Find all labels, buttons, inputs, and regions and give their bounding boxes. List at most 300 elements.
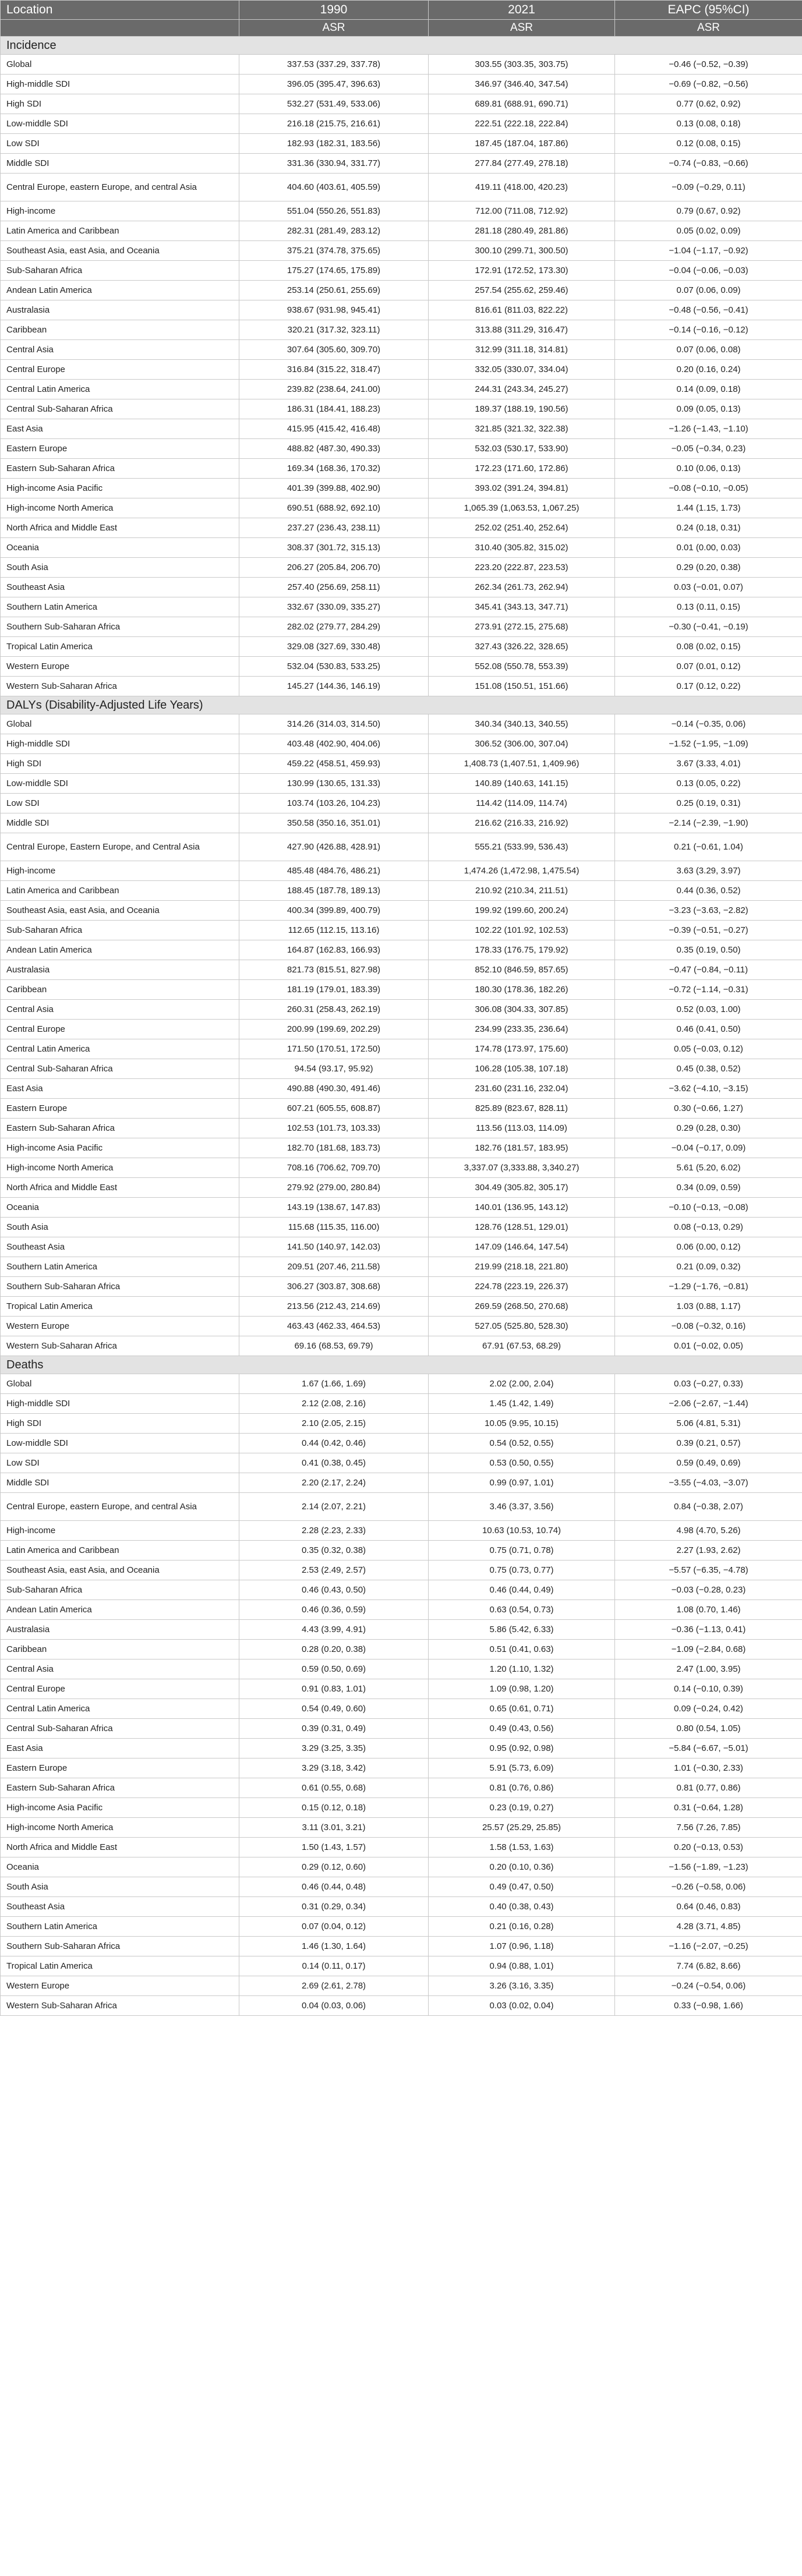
eapc-cell: 0.17 (0.12, 0.22)	[615, 677, 802, 696]
eapc-cell: 2.47 (1.00, 3.95)	[615, 1659, 802, 1679]
asr-2021-cell: 10.63 (10.53, 10.74)	[429, 1521, 615, 1541]
asr-2021-cell: 1,408.73 (1,407.51, 1,409.96)	[429, 754, 615, 774]
asr-1990-cell: 427.90 (426.88, 428.91)	[239, 833, 429, 861]
location-cell: South Asia	[1, 1877, 239, 1897]
table-row	[1, 1297, 802, 1317]
asr-2021-cell: 1.45 (1.42, 1.49)	[429, 1394, 615, 1414]
asr-1990-cell: 112.65 (112.15, 113.16)	[239, 921, 429, 940]
asr-1990-subheader: ASR	[239, 20, 429, 37]
location-cell: High-income North America	[1, 1818, 239, 1838]
table-row	[1, 419, 802, 439]
asr-2021-cell: 273.91 (272.15, 275.68)	[429, 617, 615, 637]
asr-1990-cell: 308.37 (301.72, 315.13)	[239, 538, 429, 558]
eapc-cell: −0.39 (−0.51, −0.27)	[615, 921, 802, 940]
asr-2021-cell: 689.81 (688.91, 690.71)	[429, 94, 615, 114]
eapc-cell: −2.06 (−2.67, −1.44)	[615, 1394, 802, 1414]
asr-2021-subheader: ASR	[429, 20, 615, 37]
eapc-cell: 0.81 (0.77, 0.86)	[615, 1778, 802, 1798]
location-cell: High-middle SDI	[1, 734, 239, 754]
location-cell: Caribbean	[1, 980, 239, 1000]
asr-2021-cell: 346.97 (346.40, 347.54)	[429, 75, 615, 94]
location-cell: Oceania	[1, 1198, 239, 1218]
section-header-row	[1, 696, 802, 714]
table-row	[1, 1394, 802, 1414]
eapc-cell: −0.26 (−0.58, 0.06)	[615, 1877, 802, 1897]
location-cell: Southeast Asia, east Asia, and Oceania	[1, 241, 239, 261]
eapc-cell: 0.24 (0.18, 0.31)	[615, 518, 802, 538]
location-cell: North Africa and Middle East	[1, 518, 239, 538]
table-row	[1, 114, 802, 134]
asr-2021-cell: 345.41 (343.13, 347.71)	[429, 597, 615, 617]
location-cell: High SDI	[1, 754, 239, 774]
asr-2021-cell: 172.91 (172.52, 173.30)	[429, 261, 615, 281]
asr-1990-cell: 0.04 (0.03, 0.06)	[239, 1996, 429, 2016]
table-row	[1, 1237, 802, 1257]
location-cell: Central Sub-Saharan Africa	[1, 1719, 239, 1739]
asr-1990-cell: 164.87 (162.83, 166.93)	[239, 940, 429, 960]
eapc-cell: −0.05 (−0.34, 0.23)	[615, 439, 802, 459]
eapc-cell: −0.30 (−0.41, −0.19)	[615, 617, 802, 637]
asr-2021-cell: 3,337.07 (3,333.88, 3,340.27)	[429, 1158, 615, 1178]
table-row	[1, 1620, 802, 1640]
table-row	[1, 1838, 802, 1857]
asr-1990-cell: 350.58 (350.16, 351.01)	[239, 813, 429, 833]
table-row	[1, 1257, 802, 1277]
table-row	[1, 1138, 802, 1158]
asr-1990-cell: 0.46 (0.44, 0.48)	[239, 1877, 429, 1897]
section-header-row	[1, 1356, 802, 1374]
asr-1990-cell: 0.15 (0.12, 0.18)	[239, 1798, 429, 1818]
asr-1990-cell: 102.53 (101.73, 103.33)	[239, 1119, 429, 1138]
asr-1990-cell: 0.28 (0.20, 0.38)	[239, 1640, 429, 1659]
eapc-cell: −1.26 (−1.43, −1.10)	[615, 419, 802, 439]
asr-1990-cell: 3.29 (3.18, 3.42)	[239, 1758, 429, 1778]
asr-1990-cell: 2.69 (2.61, 2.78)	[239, 1976, 429, 1996]
asr-1990-cell: 2.12 (2.08, 2.16)	[239, 1394, 429, 1414]
table-row	[1, 714, 802, 734]
location-cell: Low-middle SDI	[1, 774, 239, 794]
location-cell: Eastern Sub-Saharan Africa	[1, 1778, 239, 1798]
asr-2021-cell: 178.33 (176.75, 179.92)	[429, 940, 615, 960]
asr-1990-cell: 216.18 (215.75, 216.61)	[239, 114, 429, 134]
asr-1990-cell: 690.51 (688.92, 692.10)	[239, 498, 429, 518]
asr-2021-cell: 393.02 (391.24, 394.81)	[429, 479, 615, 498]
location-cell: Caribbean	[1, 320, 239, 340]
location-cell: Low-middle SDI	[1, 1434, 239, 1453]
section-header-row	[1, 37, 802, 55]
location-cell: Latin America and Caribbean	[1, 881, 239, 901]
location-cell: High-income Asia Pacific	[1, 1138, 239, 1158]
table-row	[1, 1640, 802, 1659]
eapc-cell: −5.57 (−6.35, −4.78)	[615, 1561, 802, 1580]
asr-1990-cell: 0.54 (0.49, 0.60)	[239, 1699, 429, 1719]
asr-2021-cell: 0.99 (0.97, 1.01)	[429, 1473, 615, 1493]
location-cell: Central Europe	[1, 1020, 239, 1039]
table-row	[1, 657, 802, 677]
asr-1990-cell: 237.27 (236.43, 238.11)	[239, 518, 429, 538]
asr-2021-cell: 222.51 (222.18, 222.84)	[429, 114, 615, 134]
table-row	[1, 1917, 802, 1937]
location-cell: Eastern Sub-Saharan Africa	[1, 459, 239, 479]
location-cell: Middle SDI	[1, 154, 239, 174]
table-row	[1, 479, 802, 498]
table-row	[1, 1857, 802, 1877]
table-row	[1, 1414, 802, 1434]
location-cell: Western Europe	[1, 1317, 239, 1336]
location-cell: Western Europe	[1, 1976, 239, 1996]
asr-1990-cell: 200.99 (199.69, 202.29)	[239, 1020, 429, 1039]
asr-1990-cell: 459.22 (458.51, 459.93)	[239, 754, 429, 774]
asr-2021-cell: 0.21 (0.16, 0.28)	[429, 1917, 615, 1937]
asr-1990-cell: 463.43 (462.33, 464.53)	[239, 1317, 429, 1336]
asr-1990-cell: 332.67 (330.09, 335.27)	[239, 597, 429, 617]
eapc-cell: −0.04 (−0.17, 0.09)	[615, 1138, 802, 1158]
asr-1990-cell: 532.27 (531.49, 533.06)	[239, 94, 429, 114]
asr-2021-cell: 106.28 (105.38, 107.18)	[429, 1059, 615, 1079]
eapc-cell: 0.05 (−0.03, 0.12)	[615, 1039, 802, 1059]
asr-2021-cell: 3.46 (3.37, 3.56)	[429, 1493, 615, 1521]
table-row	[1, 813, 802, 833]
asr-1990-cell: 2.10 (2.05, 2.15)	[239, 1414, 429, 1434]
location-cell: Central Europe, eastern Europe, and central Asia	[1, 1493, 239, 1521]
asr-1990-cell: 103.74 (103.26, 104.23)	[239, 794, 429, 813]
table-row	[1, 1119, 802, 1138]
table-row	[1, 94, 802, 114]
table-row	[1, 241, 802, 261]
location-cell: Eastern Europe	[1, 439, 239, 459]
asr-1990-cell: 0.46 (0.43, 0.50)	[239, 1580, 429, 1600]
asr-1990-cell: 400.34 (399.89, 400.79)	[239, 901, 429, 921]
location-cell: Western Sub-Saharan Africa	[1, 1336, 239, 1356]
table-row	[1, 1000, 802, 1020]
asr-2021-cell: 199.92 (199.60, 200.24)	[429, 901, 615, 921]
eapc-header: EAPC (95%CI)	[615, 1, 802, 20]
header-row	[1, 1, 802, 20]
eapc-cell: −1.52 (−1.95, −1.09)	[615, 734, 802, 754]
asr-2021-cell: 0.81 (0.76, 0.86)	[429, 1778, 615, 1798]
eapc-cell: 0.34 (0.09, 0.59)	[615, 1178, 802, 1198]
asr-2021-cell: 174.78 (173.97, 175.60)	[429, 1039, 615, 1059]
asr-2021-cell: 140.89 (140.63, 141.15)	[429, 774, 615, 794]
location-cell: Southeast Asia, east Asia, and Oceania	[1, 901, 239, 921]
asr-1990-cell: 1.50 (1.43, 1.57)	[239, 1838, 429, 1857]
asr-2021-cell: 216.62 (216.33, 216.92)	[429, 813, 615, 833]
location-cell: Latin America and Caribbean	[1, 221, 239, 241]
table-row	[1, 134, 802, 154]
eapc-cell: 0.06 (0.00, 0.12)	[615, 1237, 802, 1257]
table-row	[1, 1818, 802, 1838]
eapc-cell: −3.62 (−4.10, −3.15)	[615, 1079, 802, 1099]
asr-2021-cell: 281.18 (280.49, 281.86)	[429, 221, 615, 241]
table-row	[1, 1541, 802, 1561]
eapc-cell: 0.20 (−0.13, 0.53)	[615, 1838, 802, 1857]
table-row	[1, 1778, 802, 1798]
asr-2021-cell: 234.99 (233.35, 236.64)	[429, 1020, 615, 1039]
asr-1990-cell: 0.29 (0.12, 0.60)	[239, 1857, 429, 1877]
asr-1990-cell: 186.31 (184.41, 188.23)	[239, 399, 429, 419]
location-cell: Sub-Saharan Africa	[1, 1580, 239, 1600]
asr-2021-cell: 852.10 (846.59, 857.65)	[429, 960, 615, 980]
location-cell: Southern Latin America	[1, 1917, 239, 1937]
asr-2021-cell: 0.23 (0.19, 0.27)	[429, 1798, 615, 1818]
asr-2021-cell: 306.08 (304.33, 307.85)	[429, 1000, 615, 1020]
eapc-cell: 0.31 (−0.64, 1.28)	[615, 1798, 802, 1818]
asr-2021-cell: 340.34 (340.13, 340.55)	[429, 714, 615, 734]
table-row	[1, 1719, 802, 1739]
eapc-cell: 1.03 (0.88, 1.17)	[615, 1297, 802, 1317]
eapc-cell: 0.13 (0.11, 0.15)	[615, 597, 802, 617]
eapc-cell: 0.46 (0.41, 0.50)	[615, 1020, 802, 1039]
table-row	[1, 1976, 802, 1996]
eapc-cell: 4.98 (4.70, 5.26)	[615, 1521, 802, 1541]
location-cell: Central Asia	[1, 1659, 239, 1679]
asr-2021-cell: 532.03 (530.17, 533.90)	[429, 439, 615, 459]
asr-2021-cell: 327.43 (326.22, 328.65)	[429, 637, 615, 657]
asr-2021-cell: 313.88 (311.29, 316.47)	[429, 320, 615, 340]
eapc-cell: 0.52 (0.03, 1.00)	[615, 1000, 802, 1020]
asr-1990-cell: 253.14 (250.61, 255.69)	[239, 281, 429, 300]
asr-1990-cell: 0.41 (0.38, 0.45)	[239, 1453, 429, 1473]
asr-2021-cell: 269.59 (268.50, 270.68)	[429, 1297, 615, 1317]
table-row	[1, 1877, 802, 1897]
asr-2021-cell: 5.86 (5.42, 6.33)	[429, 1620, 615, 1640]
table-row	[1, 1600, 802, 1620]
asr-2021-cell: 310.40 (305.82, 315.02)	[429, 538, 615, 558]
eapc-cell: −0.74 (−0.83, −0.66)	[615, 154, 802, 174]
eapc-cell: −1.04 (−1.17, −0.92)	[615, 241, 802, 261]
eapc-cell: 5.06 (4.81, 5.31)	[615, 1414, 802, 1434]
table-row	[1, 1739, 802, 1758]
asr-2021-cell: 113.56 (113.03, 114.09)	[429, 1119, 615, 1138]
asr-2021-cell: 1.07 (0.96, 1.18)	[429, 1937, 615, 1956]
table-row	[1, 1079, 802, 1099]
eapc-cell: 3.63 (3.29, 3.97)	[615, 861, 802, 881]
table-row	[1, 1561, 802, 1580]
asr-1990-cell: 0.07 (0.04, 0.12)	[239, 1917, 429, 1937]
location-cell: High SDI	[1, 1414, 239, 1434]
eapc-cell: 0.64 (0.46, 0.83)	[615, 1897, 802, 1917]
asr-2021-cell: 224.78 (223.19, 226.37)	[429, 1277, 615, 1297]
asr-1990-cell: 209.51 (207.46, 211.58)	[239, 1257, 429, 1277]
table-row	[1, 861, 802, 881]
location-cell: Latin America and Caribbean	[1, 1541, 239, 1561]
asr-2021-cell: 303.55 (303.35, 303.75)	[429, 55, 615, 75]
asr-2021-cell: 257.54 (255.62, 259.46)	[429, 281, 615, 300]
blank-subheader	[1, 20, 239, 37]
eapc-cell: 0.13 (0.05, 0.22)	[615, 774, 802, 794]
location-cell: East Asia	[1, 419, 239, 439]
location-cell: Central Sub-Saharan Africa	[1, 399, 239, 419]
asr-1990-cell: 0.39 (0.31, 0.49)	[239, 1719, 429, 1739]
table-row	[1, 794, 802, 813]
eapc-cell: 0.13 (0.08, 0.18)	[615, 114, 802, 134]
asr-2021-cell: 172.23 (171.60, 172.86)	[429, 459, 615, 479]
location-cell: Tropical Latin America	[1, 1956, 239, 1976]
asr-2021-cell: 1,065.39 (1,063.53, 1,067.25)	[429, 498, 615, 518]
asr-2021-cell: 180.30 (178.36, 182.26)	[429, 980, 615, 1000]
asr-1990-cell: 0.91 (0.83, 1.01)	[239, 1679, 429, 1699]
location-cell: High-income North America	[1, 1158, 239, 1178]
location-cell: Caribbean	[1, 1640, 239, 1659]
location-cell: Tropical Latin America	[1, 637, 239, 657]
table-row	[1, 940, 802, 960]
table-row	[1, 1178, 802, 1198]
eapc-cell: −0.03 (−0.28, 0.23)	[615, 1580, 802, 1600]
location-cell: Central Europe, Eastern Europe, and Central Asia	[1, 833, 239, 861]
location-cell: Central Europe, eastern Europe, and central Asia	[1, 174, 239, 201]
asr-2021-cell: 0.95 (0.92, 0.98)	[429, 1739, 615, 1758]
asr-2021-cell: 0.20 (0.10, 0.36)	[429, 1857, 615, 1877]
asr-1990-cell: 331.36 (330.94, 331.77)	[239, 154, 429, 174]
eapc-cell: 1.08 (0.70, 1.46)	[615, 1600, 802, 1620]
asr-2021-cell: 419.11 (418.00, 420.23)	[429, 174, 615, 201]
asr-2021-cell: 10.05 (9.95, 10.15)	[429, 1414, 615, 1434]
asr-1990-cell: 188.45 (187.78, 189.13)	[239, 881, 429, 901]
table-row	[1, 1798, 802, 1818]
table-row	[1, 1956, 802, 1976]
asr-1990-cell: 145.27 (144.36, 146.19)	[239, 677, 429, 696]
asr-2021-cell: 262.34 (261.73, 262.94)	[429, 578, 615, 597]
eapc-cell: 0.07 (0.01, 0.12)	[615, 657, 802, 677]
asr-1990-cell: 404.60 (403.61, 405.59)	[239, 174, 429, 201]
table-row	[1, 1699, 802, 1719]
asr-2021-cell: 244.31 (243.34, 245.27)	[429, 380, 615, 399]
table-row	[1, 754, 802, 774]
table-row	[1, 1158, 802, 1178]
location-cell: Central Europe	[1, 1679, 239, 1699]
table-row	[1, 261, 802, 281]
asr-2021-cell: 300.10 (299.71, 300.50)	[429, 241, 615, 261]
eapc-cell: 0.07 (0.06, 0.09)	[615, 281, 802, 300]
asr-1990-cell: 3.29 (3.25, 3.35)	[239, 1739, 429, 1758]
section-title: Deaths	[1, 1356, 802, 1374]
asr-1990-cell: 69.16 (68.53, 69.79)	[239, 1336, 429, 1356]
table-row	[1, 498, 802, 518]
asr-1990-cell: 0.35 (0.32, 0.38)	[239, 1541, 429, 1561]
asr-1990-cell: 401.39 (399.88, 402.90)	[239, 479, 429, 498]
table-row	[1, 1336, 802, 1356]
table-row	[1, 154, 802, 174]
asr-2021-cell: 0.49 (0.47, 0.50)	[429, 1877, 615, 1897]
asr-2021-cell: 219.99 (218.18, 221.80)	[429, 1257, 615, 1277]
asr-1990-cell: 282.02 (279.77, 284.29)	[239, 617, 429, 637]
location-cell: Low-middle SDI	[1, 114, 239, 134]
asr-2021-cell: 1.09 (0.98, 1.20)	[429, 1679, 615, 1699]
location-cell: Middle SDI	[1, 813, 239, 833]
eapc-cell: −0.72 (−1.14, −0.31)	[615, 980, 802, 1000]
location-cell: South Asia	[1, 558, 239, 578]
location-cell: High-income	[1, 1521, 239, 1541]
location-cell: Southern Sub-Saharan Africa	[1, 1277, 239, 1297]
location-cell: Southern Sub-Saharan Africa	[1, 1937, 239, 1956]
table-row	[1, 1218, 802, 1237]
table-row	[1, 833, 802, 861]
table-row	[1, 734, 802, 754]
eapc-cell: 0.05 (0.02, 0.09)	[615, 221, 802, 241]
location-cell: Australasia	[1, 1620, 239, 1640]
eapc-cell: 0.14 (0.09, 0.18)	[615, 380, 802, 399]
eapc-cell: −3.23 (−3.63, −2.82)	[615, 901, 802, 921]
eapc-cell: 0.84 (−0.38, 2.07)	[615, 1493, 802, 1521]
eapc-cell: 0.07 (0.06, 0.08)	[615, 340, 802, 360]
year-1990-header: 1990	[239, 1, 429, 20]
location-cell: Low SDI	[1, 794, 239, 813]
eapc-cell: 0.09 (−0.24, 0.42)	[615, 1699, 802, 1719]
asr-2021-cell: 277.84 (277.49, 278.18)	[429, 154, 615, 174]
asr-1990-cell: 3.11 (3.01, 3.21)	[239, 1818, 429, 1838]
asr-2021-cell: 151.08 (150.51, 151.66)	[429, 677, 615, 696]
asr-1990-cell: 181.19 (179.01, 183.39)	[239, 980, 429, 1000]
eapc-cell: 0.80 (0.54, 1.05)	[615, 1719, 802, 1739]
location-cell: Western Sub-Saharan Africa	[1, 677, 239, 696]
table-row	[1, 1453, 802, 1473]
eapc-cell: 0.35 (0.19, 0.50)	[615, 940, 802, 960]
table-row	[1, 1679, 802, 1699]
location-cell: Southeast Asia, east Asia, and Oceania	[1, 1561, 239, 1580]
eapc-cell: −0.10 (−0.13, −0.08)	[615, 1198, 802, 1218]
eapc-cell: 0.20 (0.16, 0.24)	[615, 360, 802, 380]
eapc-cell: −0.24 (−0.54, 0.06)	[615, 1976, 802, 1996]
table-row	[1, 1059, 802, 1079]
eapc-cell: −1.56 (−1.89, −1.23)	[615, 1857, 802, 1877]
asr-1990-cell: 0.44 (0.42, 0.46)	[239, 1434, 429, 1453]
location-cell: Central Latin America	[1, 1699, 239, 1719]
eapc-cell: 0.59 (0.49, 0.69)	[615, 1453, 802, 1473]
asr-1990-cell: 306.27 (303.87, 308.68)	[239, 1277, 429, 1297]
location-cell: South Asia	[1, 1218, 239, 1237]
table-row	[1, 300, 802, 320]
location-cell: Southeast Asia	[1, 578, 239, 597]
eapc-cell: 1.01 (−0.30, 2.33)	[615, 1758, 802, 1778]
eapc-cell: −0.08 (−0.10, −0.05)	[615, 479, 802, 498]
location-cell: Southern Latin America	[1, 1257, 239, 1277]
asr-eapc-subheader: ASR	[615, 20, 802, 37]
eapc-cell: 7.56 (7.26, 7.85)	[615, 1818, 802, 1838]
table-row	[1, 980, 802, 1000]
asr-2021-cell: 306.52 (306.00, 307.04)	[429, 734, 615, 754]
eapc-cell: 0.29 (0.28, 0.30)	[615, 1119, 802, 1138]
eapc-cell: −0.08 (−0.32, 0.16)	[615, 1317, 802, 1336]
asr-2021-cell: 1,474.26 (1,472.98, 1,475.54)	[429, 861, 615, 881]
location-cell: Low SDI	[1, 134, 239, 154]
asr-1990-cell: 2.14 (2.07, 2.21)	[239, 1493, 429, 1521]
location-cell: Central Asia	[1, 340, 239, 360]
asr-1990-cell: 143.19 (138.67, 147.83)	[239, 1198, 429, 1218]
asr-1990-cell: 4.43 (3.99, 4.91)	[239, 1620, 429, 1640]
location-cell: East Asia	[1, 1079, 239, 1099]
table-row	[1, 597, 802, 617]
eapc-cell: 0.44 (0.36, 0.52)	[615, 881, 802, 901]
eapc-cell: −0.09 (−0.29, 0.11)	[615, 174, 802, 201]
asr-2021-cell: 1.58 (1.53, 1.63)	[429, 1838, 615, 1857]
table-row	[1, 1937, 802, 1956]
table-row	[1, 380, 802, 399]
eapc-cell: 7.74 (6.82, 8.66)	[615, 1956, 802, 1976]
table-row	[1, 439, 802, 459]
location-cell: Global	[1, 55, 239, 75]
asr-1990-cell: 396.05 (395.47, 396.63)	[239, 75, 429, 94]
location-cell: Central Europe	[1, 360, 239, 380]
asr-1990-cell: 2.20 (2.17, 2.24)	[239, 1473, 429, 1493]
eapc-cell: 3.67 (3.33, 4.01)	[615, 754, 802, 774]
asr-2021-cell: 712.00 (711.08, 712.92)	[429, 201, 615, 221]
location-cell: Eastern Europe	[1, 1758, 239, 1778]
asr-1990-cell: 260.31 (258.43, 262.19)	[239, 1000, 429, 1020]
asr-1990-cell: 115.68 (115.35, 116.00)	[239, 1218, 429, 1237]
location-cell: High-income Asia Pacific	[1, 479, 239, 498]
location-cell: Low SDI	[1, 1453, 239, 1473]
asr-1990-cell: 551.04 (550.26, 551.83)	[239, 201, 429, 221]
